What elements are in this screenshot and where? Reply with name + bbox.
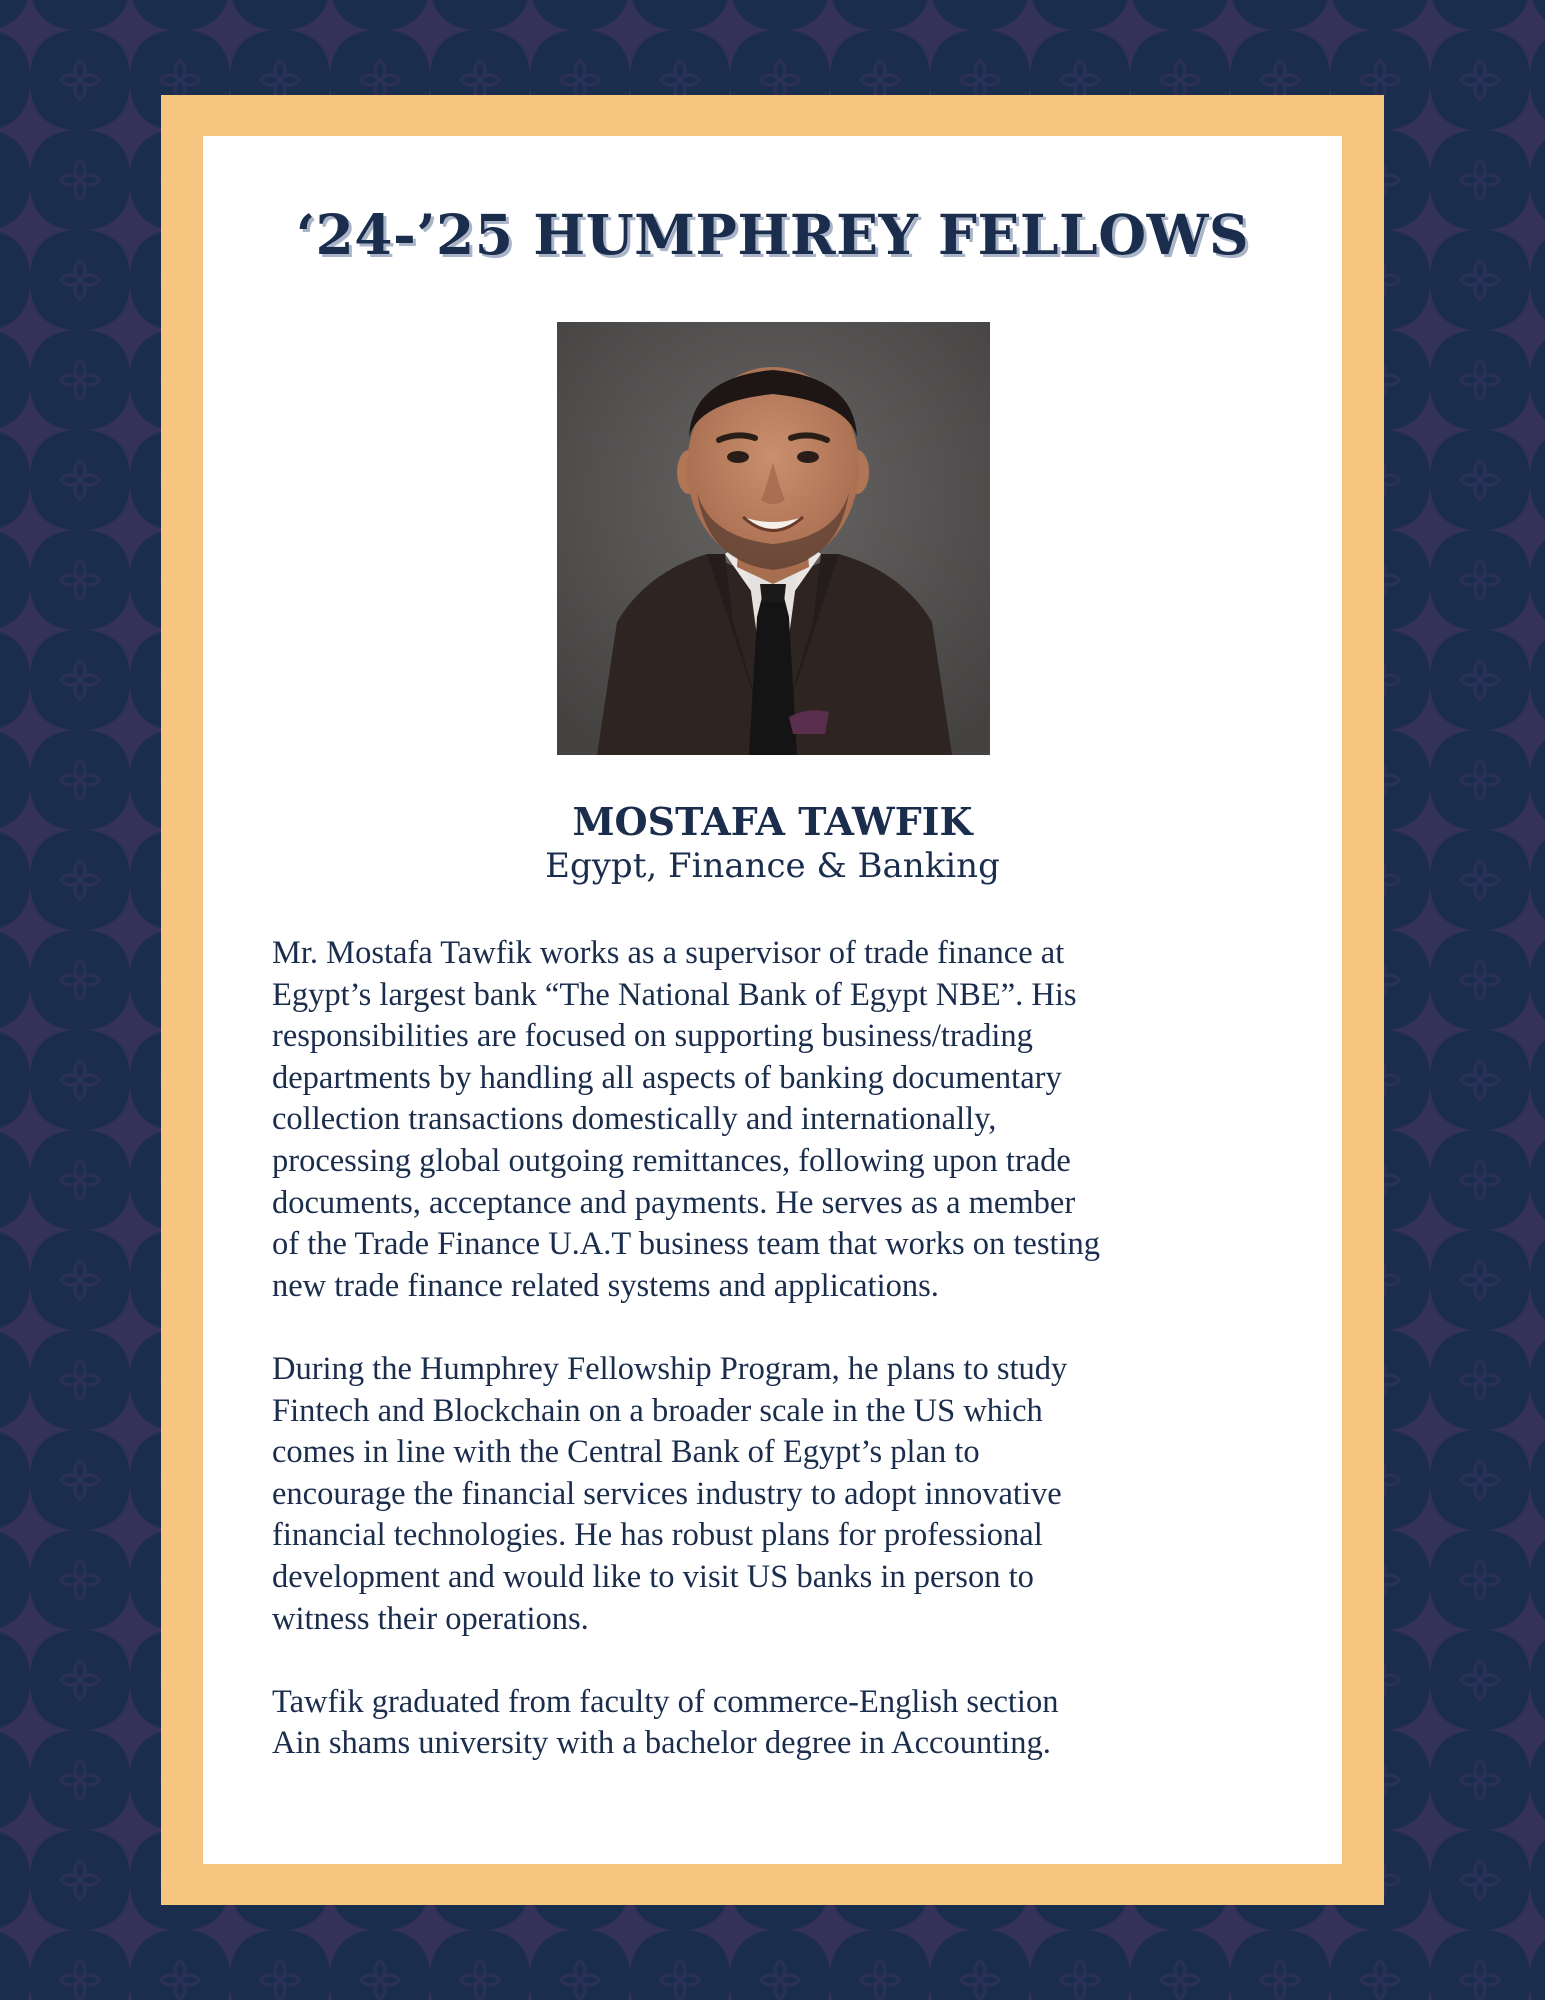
bio-line: responsibilities are focused on supporting business/trading (272, 1018, 1033, 1055)
bio-line: Mr. Mostafa Tawfik works as a supervisor of trade finance at (272, 935, 1065, 971)
fellow-country-field: Egypt, Finance & Banking (545, 846, 1000, 886)
bio-line: documents, acceptance and payments. He serves as a member (272, 1184, 1076, 1221)
bio-line: witness their operations. (272, 1600, 589, 1637)
bio-line: financial technologies. He has robust plans for professional (272, 1517, 1043, 1554)
bio-paragraph (272, 1349, 1282, 1640)
bio-text (272, 933, 1282, 1806)
bio-line: new trade finance related systems and applications. (272, 1267, 939, 1304)
bio-line: encourage the financial services industry to adopt innovative (272, 1475, 1062, 1512)
bio-line: of the Trade Finance U.A.T business team that works on testing (272, 1226, 1101, 1263)
bio-line: Fintech and Blockchain on a broader scale in the US which (272, 1392, 1043, 1429)
bio-paragraph (272, 1682, 1282, 1765)
bio-line: development and would like to visit US banks in person to (272, 1558, 1034, 1595)
bio-line: During the Humphrey Fellowship Program, he plans to study (272, 1350, 1068, 1387)
fellow-portrait (557, 322, 990, 755)
bio-line: Tawfik graduated from faculty of commerce-English section (272, 1683, 1059, 1720)
bio-line: comes in line with the Central Bank of Egypt’s plan to (272, 1434, 980, 1471)
bio-paragraph (272, 933, 1282, 1307)
profile-card (203, 136, 1342, 1864)
bio-line: processing global outgoing remittances, following upon trade (272, 1142, 1071, 1179)
bio-line: collection transactions domestically and internationally, (272, 1101, 997, 1138)
page-title: ‘24-’25 HUMPHREY FELLOWS (295, 202, 1250, 267)
fellow-name: MOSTAFA TAWFIK (572, 799, 973, 844)
bio-line: departments by handling all aspects of banking documentary (272, 1059, 1062, 1096)
bio-line: Ain shams university with a bachelor degree in Accounting. (272, 1725, 1051, 1762)
bio-line: Egypt’s largest bank “The National Bank of Egypt NBE”. His (272, 976, 1077, 1013)
